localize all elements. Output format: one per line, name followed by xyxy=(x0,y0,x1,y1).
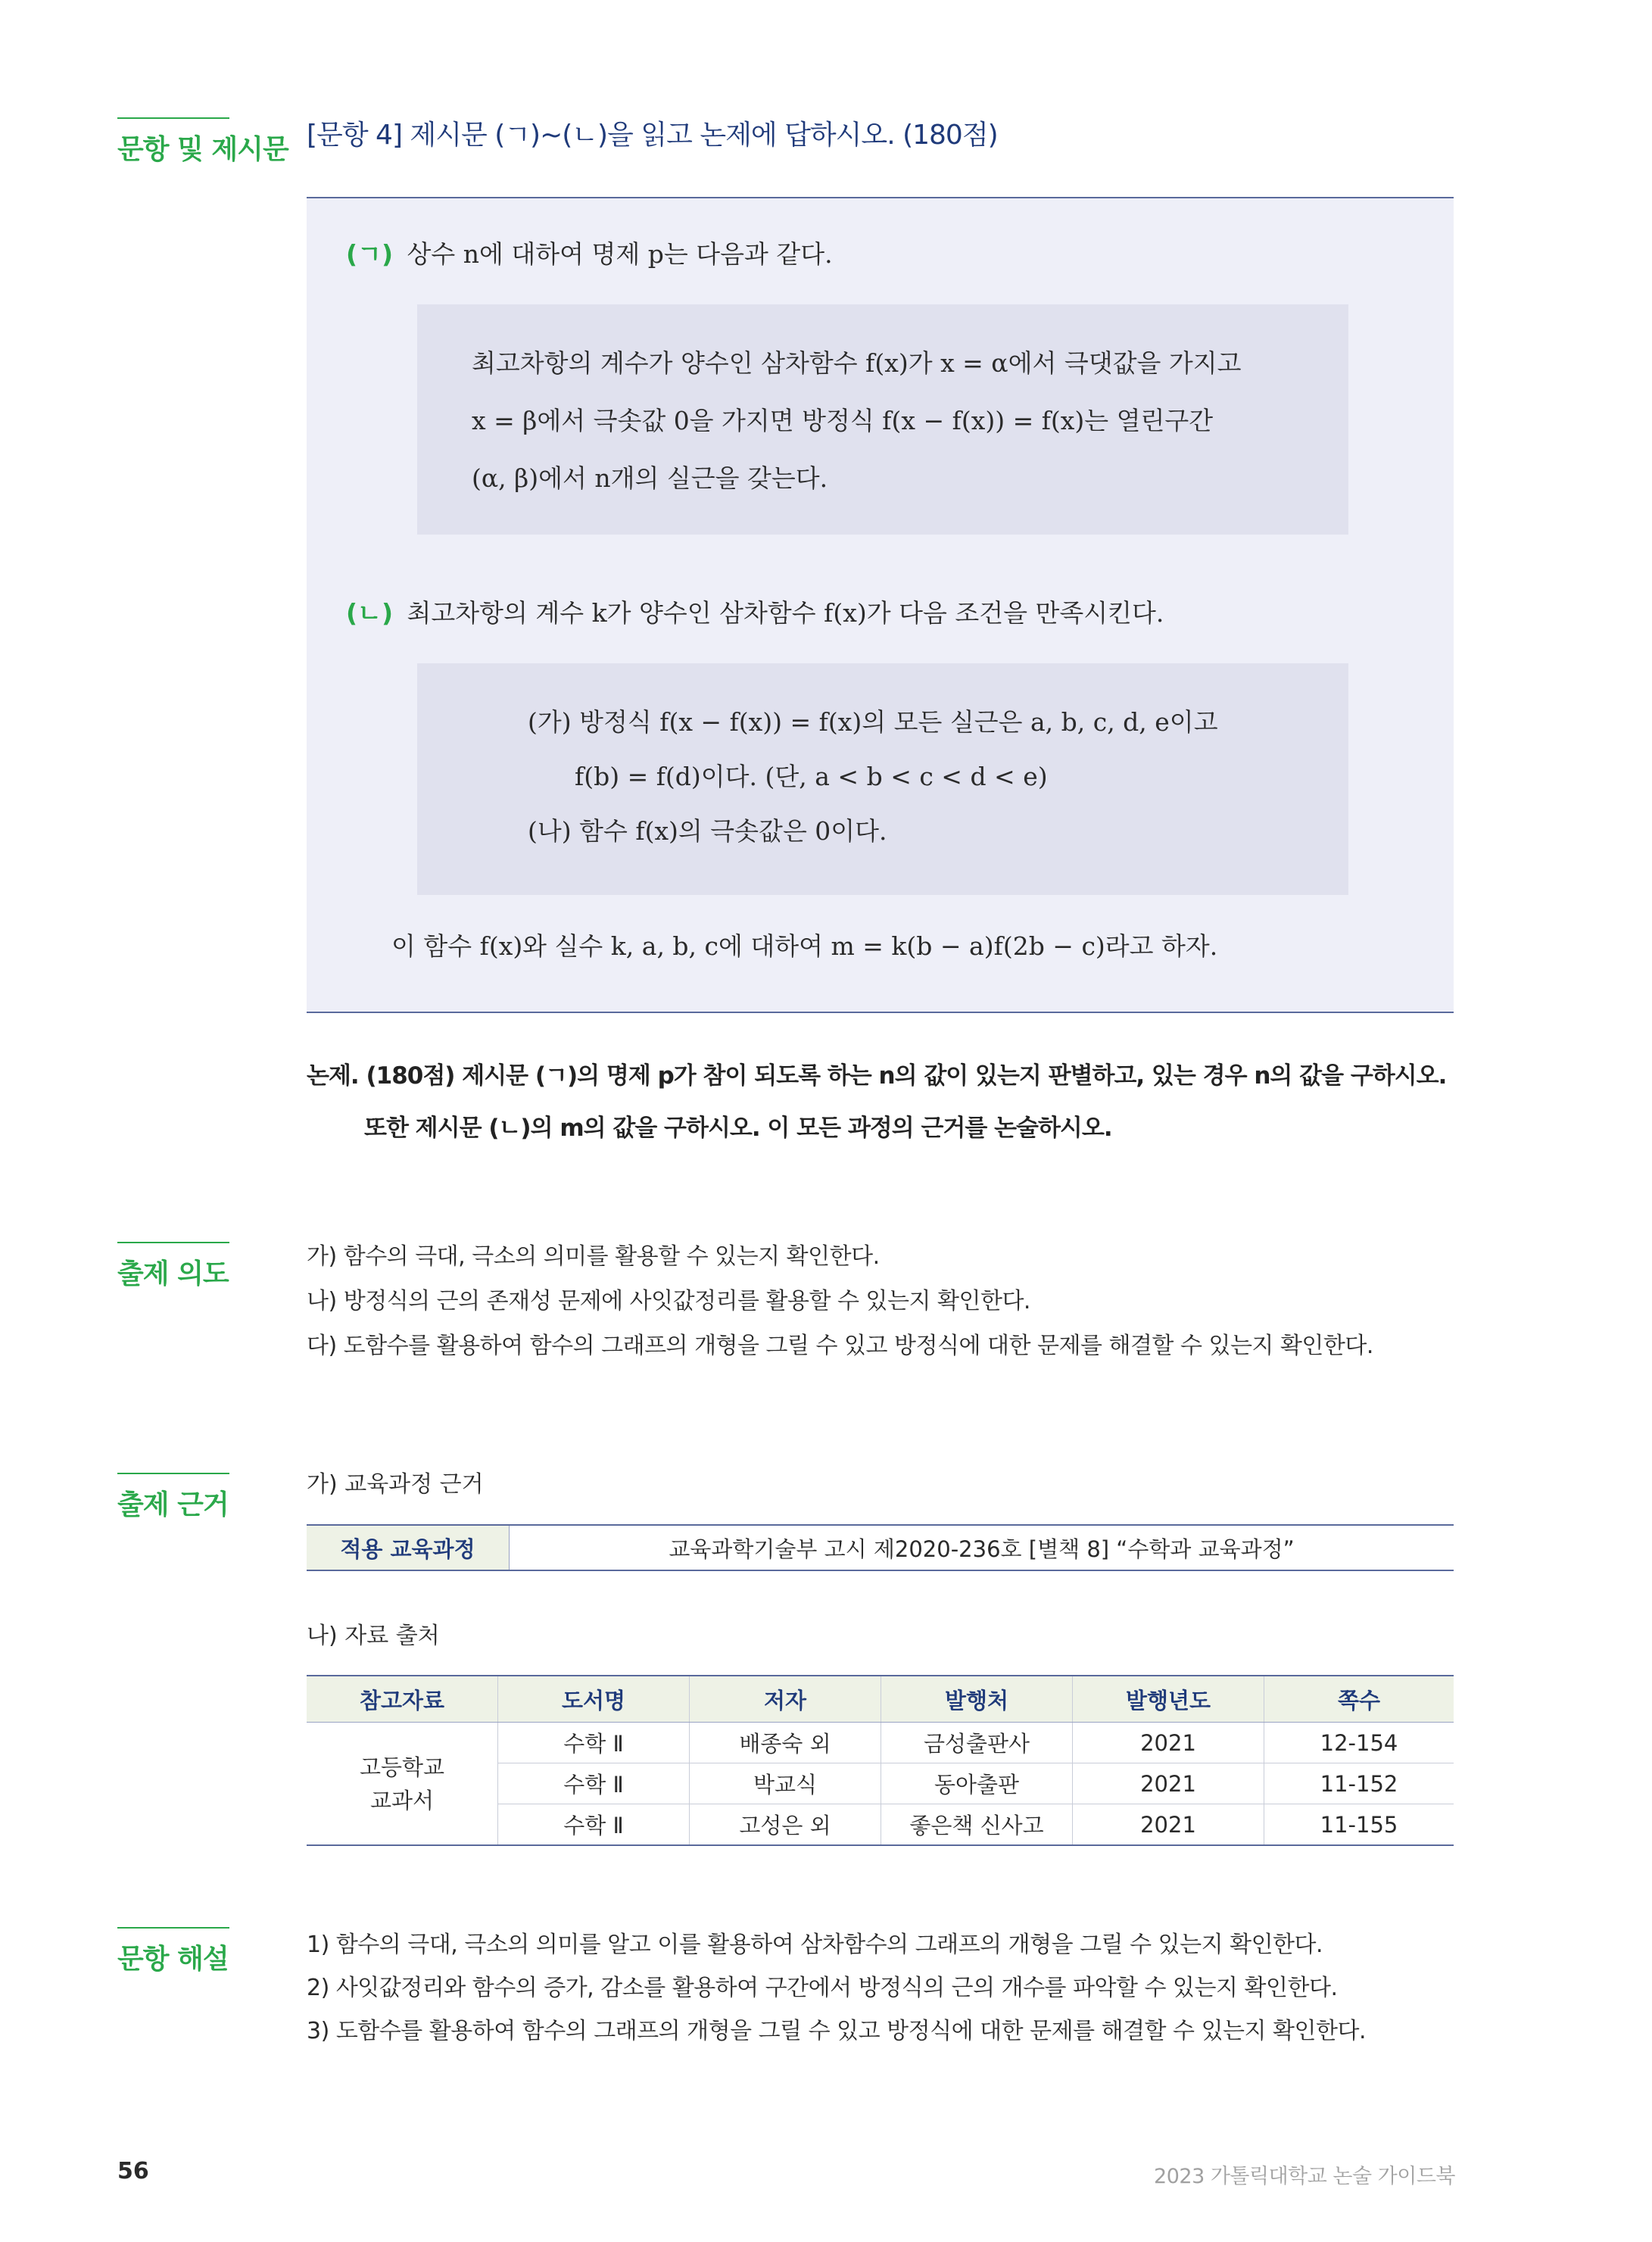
question-line-2: 또한 제시문 (ㄴ)의 m의 값을 구하시오. 이 모든 과정의 근거를 논술하시오. xyxy=(364,1115,1112,1142)
intent-item: 나) 방정식의 근의 존재성 문제에 사잇값정리를 활용할 수 있는지 확인한다. xyxy=(307,1288,1030,1314)
passage-b-box-line-3: (나) 함수 f(x)의 극솟값은 0이다. xyxy=(528,816,887,846)
passage-a-box-line-3: (α, β)에서 n개의 실근을 갖는다. xyxy=(472,463,828,493)
passage-a-box-line-1: 최고차항의 계수가 양수인 삼차함수 f(x)가 x = α에서 극댓값을 가지고 xyxy=(472,348,1242,378)
passage-a-intro xyxy=(346,235,833,270)
passage-b-marker: (ㄴ) xyxy=(346,598,394,628)
question xyxy=(307,1056,1446,1161)
passage-b-closing: 이 함수 f(x)와 실수 k, a, b, c에 대하여 m = k(b − a)f(2b − c)라고 하자. xyxy=(391,931,1218,961)
table-cell: 2021 xyxy=(1073,1804,1264,1846)
table-header-cell: 발행처 xyxy=(881,1676,1073,1723)
commentary-list xyxy=(307,1923,1366,2053)
table-header-cell: 발행년도 xyxy=(1073,1676,1264,1723)
section-label-intent: 출제 의도 xyxy=(117,1242,229,1291)
passage-b-condition-box xyxy=(417,663,1348,895)
section-label-problem: 문항 및 제시문 xyxy=(117,117,229,167)
table-cell: 수학 Ⅱ xyxy=(498,1763,690,1804)
source-table xyxy=(307,1675,1454,1846)
table-header-cell: 도서명 xyxy=(498,1676,690,1723)
passage-a-marker: (ㄱ) xyxy=(346,239,394,269)
table-cell: 박교식 xyxy=(690,1763,881,1804)
intent-item: 다) 도함수를 활용하여 함수의 그래프의 개형을 그릴 수 있고 방정식에 대한 문제를 해결할 수 있는지 확인한다. xyxy=(307,1333,1373,1359)
source-group-cell xyxy=(307,1723,498,1846)
intent-list xyxy=(307,1234,1373,1368)
source-group-line: 고등학교 xyxy=(359,1754,445,1780)
table-cell: 배종숙 외 xyxy=(690,1723,881,1763)
passage-box xyxy=(307,197,1454,1013)
source-heading: 나) 자료 출처 xyxy=(307,1623,440,1649)
passage-a-box-line-2: x = β에서 극솟값 0을 가지면 방정식 f(x − f(x)) = f(x)는 열린구간 xyxy=(472,406,1214,435)
passage-b-intro-text: 최고차항의 계수 k가 양수인 삼차함수 f(x)가 다음 조건을 만족시킨다. xyxy=(407,598,1164,628)
passage-b-intro xyxy=(346,594,1164,629)
commentary-item: 1) 함수의 극대, 극소의 의미를 알고 이를 활용하여 삼차함수의 그래프의 개형을 그릴 수 있는지 확인한다. xyxy=(307,1932,1323,1958)
table-cell: 좋은책 신사고 xyxy=(881,1804,1073,1846)
table-cell: 고성은 외 xyxy=(690,1804,881,1846)
table-cell: 수학 Ⅱ xyxy=(498,1804,690,1846)
passage-b-box-line-2: f(b) = f(d)이다. (단, a < b < c < d < e) xyxy=(575,762,1048,791)
table-cell: 11-152 xyxy=(1264,1763,1454,1804)
curriculum-heading: 가) 교육과정 근거 xyxy=(307,1471,484,1498)
source-group-line: 교과서 xyxy=(369,1787,435,1813)
table-header-cell: 참고자료 xyxy=(307,1676,498,1723)
commentary-item: 3) 도함수를 활용하여 함수의 그래프의 개형을 그릴 수 있고 방정식에 대한 문제를 해결할 수 있는지 확인한다. xyxy=(307,2018,1367,2044)
curriculum-table xyxy=(307,1524,1454,1571)
curriculum-value: 교육과학기술부 고시 제2020-236호 [별책 8] “수학과 교육과정” xyxy=(669,1536,1295,1562)
table-cell: 12-154 xyxy=(1264,1723,1454,1763)
table-header-cell: 쪽수 xyxy=(1264,1676,1454,1723)
curriculum-label: 적용 교육과정 xyxy=(307,1525,510,1570)
table-header-row xyxy=(307,1676,1454,1723)
passage-a-intro-text: 상수 n에 대하여 명제 p는 다음과 같다. xyxy=(407,239,833,269)
section-label-commentary: 문항 해설 xyxy=(117,1927,229,1976)
table-row xyxy=(307,1723,1454,1763)
page-number: 56 xyxy=(117,2158,149,2184)
passage-a-condition-box xyxy=(417,304,1348,535)
table-cell: 2021 xyxy=(1073,1723,1264,1763)
table-cell: 수학 Ⅱ xyxy=(498,1723,690,1763)
section-label-basis: 출제 근거 xyxy=(117,1473,229,1522)
footer-title: 2023 가톨릭대학교 논술 가이드북 xyxy=(1154,2165,1455,2188)
table-cell: 11-155 xyxy=(1320,1811,1398,1838)
table-cell: 2021 xyxy=(1073,1763,1264,1804)
question-line-1: 논제. (180점) 제시문 (ㄱ)의 명제 p가 참이 되도록 하는 n의 값이 있는지 판별하고, 있는 경우 n의 값을 구하시오. xyxy=(307,1062,1447,1090)
commentary-item: 2) 사잇값정리와 함수의 증가, 감소를 활용하여 구간에서 방정식의 근의 개수를 파악할 수 있는지 확인한다. xyxy=(307,1975,1338,2001)
table-cell: 금성출판사 xyxy=(881,1723,1073,1763)
problem-heading: [문항 4] 제시문 (ㄱ)~(ㄴ)을 읽고 논제에 답하시오. (180점) xyxy=(307,120,998,151)
table-header-cell: 저자 xyxy=(690,1676,881,1723)
intent-item: 가) 함수의 극대, 극소의 의미를 활용할 수 있는지 확인한다. xyxy=(307,1243,880,1270)
passage-b-box-line-1: (가) 방정식 f(x − f(x)) = f(x)의 모든 실근은 a, b, c, d, e이고 xyxy=(528,707,1218,737)
table-cell: 동아출판 xyxy=(881,1763,1073,1804)
table-row xyxy=(307,1525,1454,1570)
